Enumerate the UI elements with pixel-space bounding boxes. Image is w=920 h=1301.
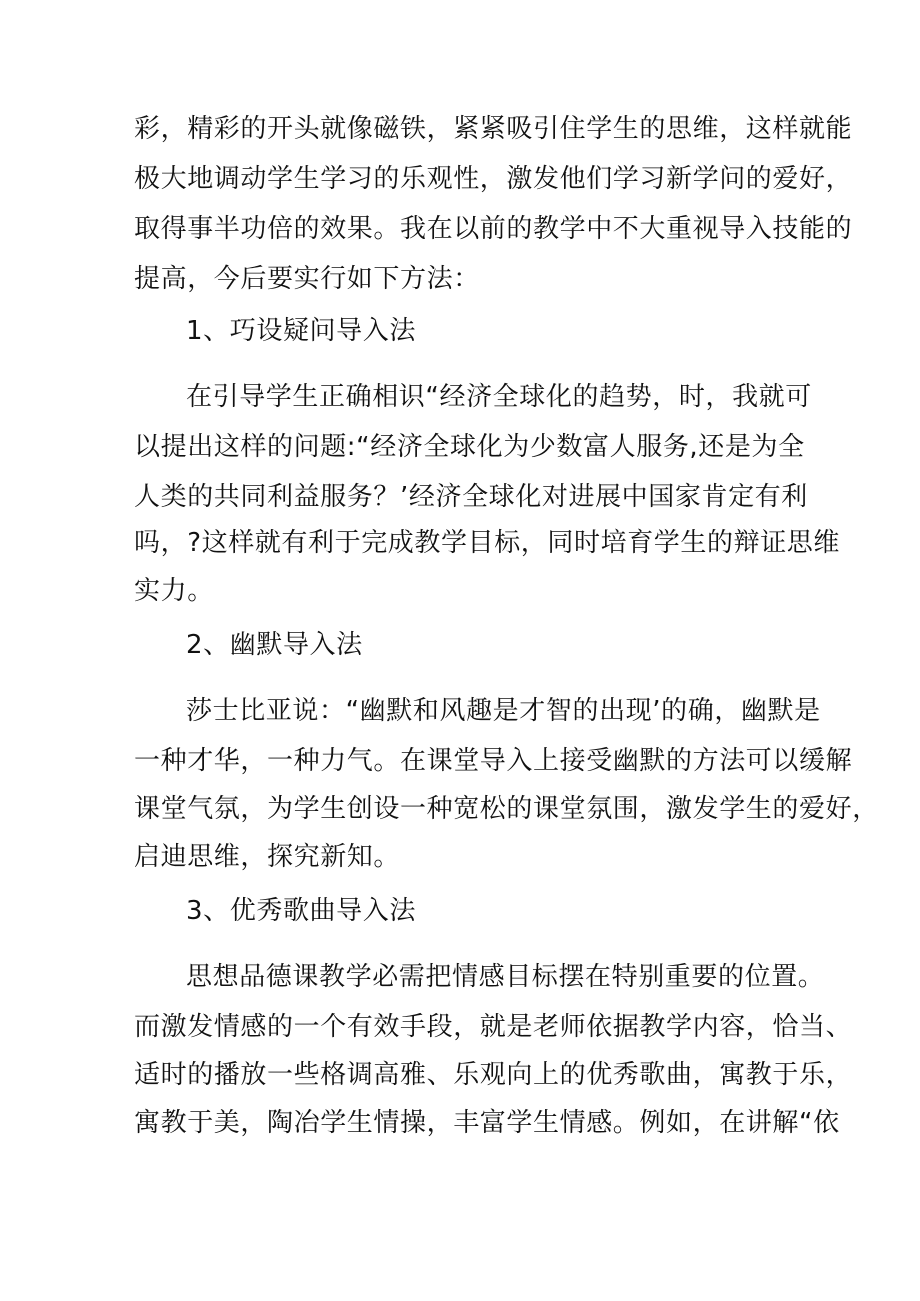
intro-line-4: 提高，今后要实行如下方法：: [134, 264, 480, 294]
section-3-line-3: 适时的播放一些格调高雅、乐观向上的优秀歌曲，寓教于乐，: [134, 1060, 853, 1090]
section-1-line-3: 人类的共同利益服务？’经济全球化对进展中国家肯定有利: [134, 482, 808, 512]
intro-line-2: 极大地调动学生学习的乐观性，激发他们学习新学问的爱好，: [134, 164, 853, 194]
intro-line-1: 彩，精彩的开头就像磁铁，紧紧吸引住学生的思维，这样就能: [134, 114, 853, 144]
intro-line-3: 取得事半功倍的效果。我在以前的教学中不大重视导入技能的: [134, 214, 853, 244]
section-1-line-1: 在引导学生正确相识“经济全球化的趋势，时，我就可: [186, 382, 812, 412]
section-2-line-3: 课堂气氛，为学生创设一种宽松的课堂氛围，激发学生的爱好，: [134, 794, 879, 824]
section-2-line-4: 启迪思维，探究新知。: [134, 842, 401, 872]
section-heading-1: 1、巧设疑问导入法: [186, 316, 416, 346]
section-3-line-4: 寓教于美，陶冶学生情操，丰富学生情感。例如，在讲解“依: [134, 1108, 840, 1138]
section-3-line-2: 而激发情感的一个有效手段，就是老师依据教学内容，恰当、: [134, 1012, 853, 1042]
section-2-line-1: 莎士比亚说：“幽默和风趣是才智的出现’的确，幽默是: [186, 696, 821, 726]
section-1-line-5: 实力。: [134, 576, 214, 606]
section-heading-2: 2、幽默导入法: [186, 630, 363, 660]
section-1-line-4: 吗，?这样就有利于完成教学目标，同时培育学生的辩证思维: [134, 528, 841, 558]
section-2-line-2: 一种才华，一种力气。在课堂导入上接受幽默的方法可以缓解: [134, 746, 853, 776]
section-heading-3: 3、优秀歌曲导入法: [186, 896, 416, 926]
section-1-line-2: 以提出这样的问题:“经济全球化为少数富人服务,还是为全: [134, 432, 805, 462]
section-3-line-1: 思想品德课教学必需把情感目标摆在特别重要的位置。: [186, 962, 825, 992]
